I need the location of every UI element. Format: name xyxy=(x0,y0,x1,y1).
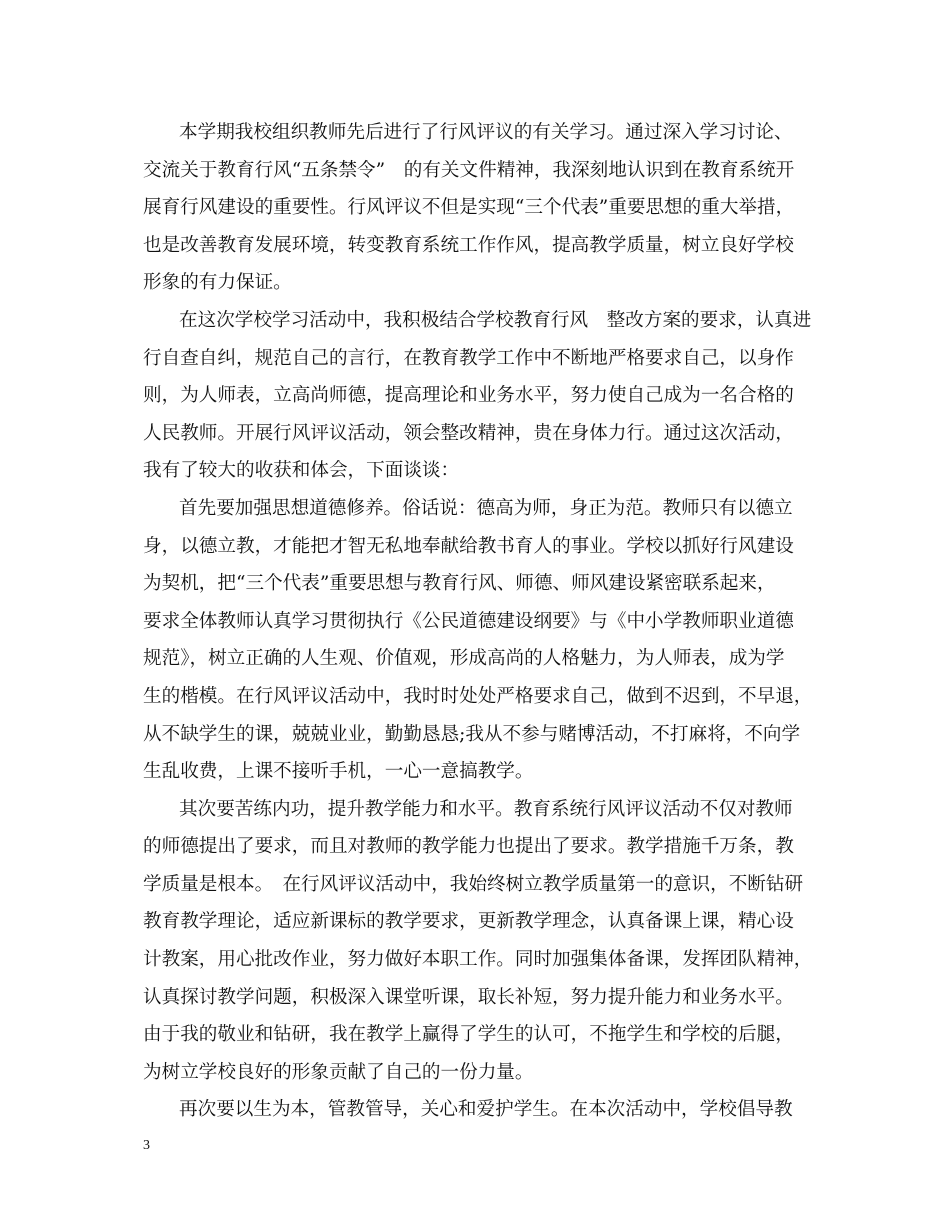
paragraph-line: 身，以德立教，才能把才智无私地奉献给教书育人的事业。学校以抓好行风建设 xyxy=(143,535,794,557)
body-text xyxy=(143,114,833,1129)
paragraph-line: 为契机，把“三个代表”重要思想与教育行风、师德、师风建设紧密联系起来， xyxy=(143,573,776,595)
paragraph-line: 再次要以生为本，管教管导，关心和爱护学生。在本次活动中，学校倡导教 xyxy=(179,1099,793,1121)
paragraph-line: 认真探讨教学问题，积极深入课堂听课，取长补短，努力提升能力和业务水平。 xyxy=(143,986,794,1008)
paragraph-line: 生乱收费，上课不接听手机，一心一意搞教学。 xyxy=(143,761,534,783)
paragraph-line: 要求全体教师认真学习贯彻执行《公民道德建设纲要》与《中小学教师职业道德 xyxy=(143,610,794,632)
paragraph-line: 形象的有力保证。 xyxy=(143,272,292,294)
paragraph-line: 的师德提出了要求，而且对教师的教学能力也提出了要求。教学措施千万条，教 xyxy=(143,836,794,858)
paragraph-line: 学质量是根本。 在行风评议活动中，我始终树立教学质量第一的意识，不断钻研 xyxy=(143,873,804,895)
paragraph-line: 首先要加强思想道德修养。俗话说：德高为师，身正为范。教师只有以德立 xyxy=(179,497,793,519)
paragraph-line: 生的楷模。在行风评议活动中，我时时处处严格要求自己，做到不迟到，不早退， xyxy=(143,685,813,707)
paragraph-line: 由于我的敬业和钻研，我在教学上赢得了学生的认可，不拖学生和学校的后腿， xyxy=(143,1024,794,1046)
paragraph-line: 人民教师。开展行风评议活动，领会整改精神，贵在身体力行。通过这次活动， xyxy=(143,422,794,444)
paragraph-line: 其次要苦练内功，提升教学能力和水平。教育系统行风评议活动不仅对教师 xyxy=(179,798,793,820)
paragraph-line: 规范》，树立正确的人生观、价值观，形成高尚的人格魅力，为人师表，成为学 xyxy=(143,648,785,670)
paragraph-line: 计教案，用心批改作业，努力做好本职工作。同时加强集体备课，发挥团队精神， xyxy=(143,949,813,971)
paragraph-line: 教育教学理论，适应新课标的教学要求，更新教学理念，认真备课上课，精心设 xyxy=(143,911,794,933)
paragraph-line: 在这次学校学习活动中，我积极结合学校教育行风 整改方案的要求，认真进 xyxy=(179,309,812,331)
page-number: 3 xyxy=(143,1138,150,1153)
paragraph-line: 行自查自纠，规范自己的言行，在教育教学工作中不断地严格要求自己，以身作 xyxy=(143,347,794,369)
paragraph-line: 也是改善教育发展环境，转变教育系统工作作风，提高教学质量，树立良好学校 xyxy=(143,234,794,256)
paragraph-line: 则，为人师表，立高尚师德，提高理论和业务水平，努力使自己成为一名合格的 xyxy=(143,385,794,407)
paragraph-line: 为树立学校良好的形象贡献了自己的一份力量。 xyxy=(143,1061,534,1083)
paragraph-line: 交流关于教育行风“五条禁令” 的有关文件精神，我深刻地认识到在教育系统开 xyxy=(143,159,795,181)
paragraph-line: 从不缺学生的课，兢兢业业，勤勤恳恳;我从不参与赌博活动，不打麻将，不向学 xyxy=(143,723,801,745)
paragraph-line: 本学期我校组织教师先后进行了行风评议的有关学习。通过深入学习讨论、 xyxy=(179,122,793,143)
paragraph-line: 我有了较大的收获和体会，下面谈谈： xyxy=(143,460,460,482)
paragraph-line: 展育行风建设的重要性。行风评议不但是实现“三个代表”重要思想的重大举措， xyxy=(143,197,795,219)
